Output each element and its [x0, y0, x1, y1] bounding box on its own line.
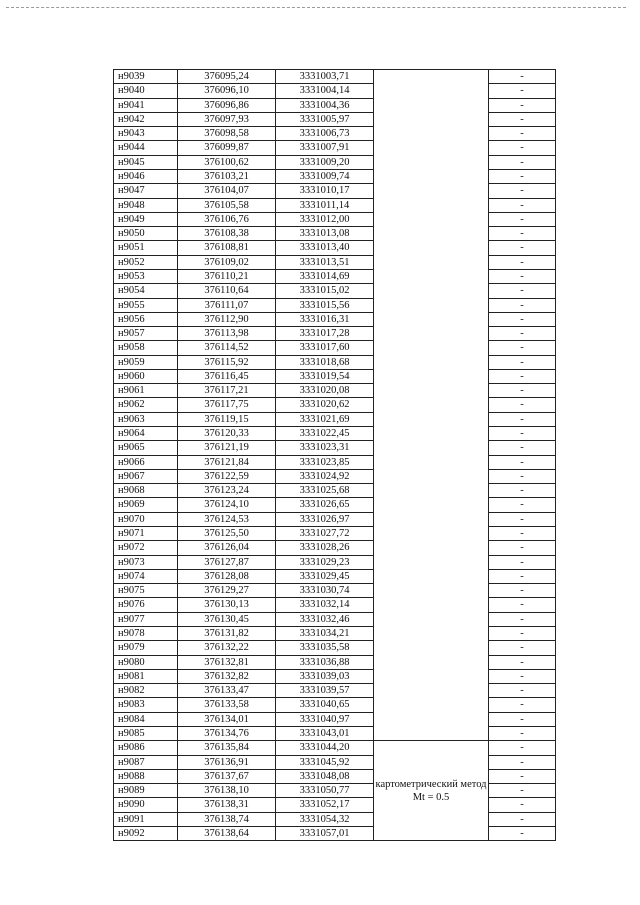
point-id-cell: н9039 [114, 70, 178, 84]
x-coordinate-cell: 376121,19 [178, 441, 276, 455]
x-coordinate-cell: 376134,76 [178, 726, 276, 740]
y-coordinate-cell: 3331027,72 [276, 527, 374, 541]
x-coordinate-cell: 376130,13 [178, 598, 276, 612]
accuracy-cell: - [489, 312, 556, 326]
point-id-cell: н9063 [114, 412, 178, 426]
point-id-cell: н9085 [114, 726, 178, 740]
point-id-cell: н9080 [114, 655, 178, 669]
point-id-cell: н9084 [114, 712, 178, 726]
accuracy-cell: - [489, 384, 556, 398]
y-coordinate-cell: 3331019,54 [276, 369, 374, 383]
x-coordinate-cell: 376110,64 [178, 284, 276, 298]
point-id-cell: н9092 [114, 826, 178, 840]
point-id-cell: н9091 [114, 812, 178, 826]
x-coordinate-cell: 376123,24 [178, 484, 276, 498]
y-coordinate-cell: 3331014,69 [276, 269, 374, 283]
point-id-cell: н9089 [114, 784, 178, 798]
table-row [114, 741, 556, 755]
y-coordinate-cell: 3331004,36 [276, 98, 374, 112]
accuracy-cell: - [489, 726, 556, 740]
x-coordinate-cell: 376132,81 [178, 655, 276, 669]
x-coordinate-cell: 376133,58 [178, 698, 276, 712]
coordinates-table [113, 69, 556, 841]
point-id-cell: н9051 [114, 241, 178, 255]
accuracy-cell: - [489, 241, 556, 255]
accuracy-cell: - [489, 741, 556, 755]
point-id-cell: н9075 [114, 584, 178, 598]
table-row [114, 312, 556, 326]
y-coordinate-cell: 3331044,20 [276, 741, 374, 755]
table-row [114, 555, 556, 569]
y-coordinate-cell: 3331011,14 [276, 198, 374, 212]
point-id-cell: н9049 [114, 212, 178, 226]
accuracy-cell: - [489, 70, 556, 84]
y-coordinate-cell: 3331018,68 [276, 355, 374, 369]
point-id-cell: н9048 [114, 198, 178, 212]
y-coordinate-cell: 3331004,14 [276, 84, 374, 98]
y-coordinate-cell: 3331024,92 [276, 469, 374, 483]
table-row [114, 127, 556, 141]
y-coordinate-cell: 3331015,02 [276, 284, 374, 298]
table-row [114, 626, 556, 640]
point-id-cell: н9076 [114, 598, 178, 612]
x-coordinate-cell: 376095,24 [178, 70, 276, 84]
table-row [114, 469, 556, 483]
point-id-cell: н9070 [114, 512, 178, 526]
point-id-cell: н9046 [114, 169, 178, 183]
table-row [114, 798, 556, 812]
y-coordinate-cell: 3331026,97 [276, 512, 374, 526]
accuracy-cell: - [489, 512, 556, 526]
x-coordinate-cell: 376121,84 [178, 455, 276, 469]
table-row [114, 598, 556, 612]
accuracy-cell: - [489, 441, 556, 455]
accuracy-cell: - [489, 698, 556, 712]
table-row [114, 684, 556, 698]
table-row [114, 698, 556, 712]
y-coordinate-cell: 3331054,32 [276, 812, 374, 826]
table-row [114, 98, 556, 112]
x-coordinate-cell: 376105,58 [178, 198, 276, 212]
y-coordinate-cell: 3331040,65 [276, 698, 374, 712]
accuracy-cell: - [489, 469, 556, 483]
x-coordinate-cell: 376131,82 [178, 626, 276, 640]
point-id-cell: н9044 [114, 141, 178, 155]
table-row [114, 455, 556, 469]
accuracy-cell: - [489, 184, 556, 198]
table-row [114, 512, 556, 526]
table-row [114, 184, 556, 198]
table-row [114, 241, 556, 255]
accuracy-cell: - [489, 169, 556, 183]
accuracy-cell: - [489, 127, 556, 141]
y-coordinate-cell: 3331013,40 [276, 241, 374, 255]
y-coordinate-cell: 3331015,56 [276, 298, 374, 312]
table-row [114, 112, 556, 126]
point-id-cell: н9056 [114, 312, 178, 326]
x-coordinate-cell: 376126,04 [178, 541, 276, 555]
table-row [114, 712, 556, 726]
accuracy-cell: - [489, 712, 556, 726]
accuracy-cell: - [489, 541, 556, 555]
accuracy-cell: - [489, 141, 556, 155]
accuracy-cell: - [489, 569, 556, 583]
table-row [114, 541, 556, 555]
accuracy-cell: - [489, 269, 556, 283]
point-id-cell: н9043 [114, 127, 178, 141]
point-id-cell: н9057 [114, 327, 178, 341]
table-row [114, 227, 556, 241]
y-coordinate-cell: 3331052,17 [276, 798, 374, 812]
table-row [114, 569, 556, 583]
y-coordinate-cell: 3331036,88 [276, 655, 374, 669]
x-coordinate-cell: 376114,52 [178, 341, 276, 355]
point-id-cell: н9086 [114, 741, 178, 755]
table-row [114, 70, 556, 84]
accuracy-cell: - [489, 455, 556, 469]
accuracy-cell: - [489, 584, 556, 598]
x-coordinate-cell: 376127,87 [178, 555, 276, 569]
table-row [114, 427, 556, 441]
y-coordinate-cell: 3331010,17 [276, 184, 374, 198]
x-coordinate-cell: 376138,31 [178, 798, 276, 812]
table-row [114, 784, 556, 798]
y-coordinate-cell: 3331040,97 [276, 712, 374, 726]
point-id-cell: н9083 [114, 698, 178, 712]
accuracy-cell: - [489, 341, 556, 355]
accuracy-cell: - [489, 641, 556, 655]
x-coordinate-cell: 376138,10 [178, 784, 276, 798]
accuracy-cell: - [489, 398, 556, 412]
accuracy-cell: - [489, 626, 556, 640]
x-coordinate-cell: 376103,21 [178, 169, 276, 183]
table-row [114, 584, 556, 598]
x-coordinate-cell: 376117,75 [178, 398, 276, 412]
accuracy-cell: - [489, 684, 556, 698]
point-id-cell: н9069 [114, 498, 178, 512]
point-id-cell: н9071 [114, 527, 178, 541]
x-coordinate-cell: 376100,62 [178, 155, 276, 169]
point-id-cell: н9053 [114, 269, 178, 283]
y-coordinate-cell: 3331023,31 [276, 441, 374, 455]
table-row [114, 255, 556, 269]
point-id-cell: н9073 [114, 555, 178, 569]
x-coordinate-cell: 376138,74 [178, 812, 276, 826]
y-coordinate-cell: 3331029,23 [276, 555, 374, 569]
x-coordinate-cell: 376096,10 [178, 84, 276, 98]
scan-top-edge [6, 7, 626, 8]
x-coordinate-cell: 376097,93 [178, 112, 276, 126]
y-coordinate-cell: 3331028,26 [276, 541, 374, 555]
point-id-cell: н9064 [114, 427, 178, 441]
accuracy-cell: - [489, 284, 556, 298]
x-coordinate-cell: 376120,33 [178, 427, 276, 441]
table-row [114, 527, 556, 541]
x-coordinate-cell: 376116,45 [178, 369, 276, 383]
accuracy-cell: - [489, 498, 556, 512]
point-id-cell: н9087 [114, 755, 178, 769]
accuracy-cell: - [489, 198, 556, 212]
table-row [114, 141, 556, 155]
x-coordinate-cell: 376119,15 [178, 412, 276, 426]
table-row [114, 498, 556, 512]
y-coordinate-cell: 3331009,74 [276, 169, 374, 183]
point-id-cell: н9060 [114, 369, 178, 383]
x-coordinate-cell: 376133,47 [178, 684, 276, 698]
accuracy-cell: - [489, 98, 556, 112]
point-id-cell: н9068 [114, 484, 178, 498]
x-coordinate-cell: 376124,53 [178, 512, 276, 526]
accuracy-cell: - [489, 298, 556, 312]
accuracy-cell: - [489, 612, 556, 626]
x-coordinate-cell: 376099,87 [178, 141, 276, 155]
point-id-cell: н9042 [114, 112, 178, 126]
y-coordinate-cell: 3331023,85 [276, 455, 374, 469]
point-id-cell: н9081 [114, 669, 178, 683]
x-coordinate-cell: 376096,86 [178, 98, 276, 112]
accuracy-cell: - [489, 84, 556, 98]
x-coordinate-cell: 376135,84 [178, 741, 276, 755]
point-id-cell: н9067 [114, 469, 178, 483]
point-id-cell: н9059 [114, 355, 178, 369]
accuracy-cell: - [489, 427, 556, 441]
x-coordinate-cell: 376109,02 [178, 255, 276, 269]
y-coordinate-cell: 3331057,01 [276, 826, 374, 840]
point-id-cell: н9062 [114, 398, 178, 412]
accuracy-cell: - [489, 812, 556, 826]
accuracy-cell: - [489, 826, 556, 840]
x-coordinate-cell: 376122,59 [178, 469, 276, 483]
y-coordinate-cell: 3331007,91 [276, 141, 374, 155]
x-coordinate-cell: 376106,76 [178, 212, 276, 226]
x-coordinate-cell: 376134,01 [178, 712, 276, 726]
y-coordinate-cell: 3331045,92 [276, 755, 374, 769]
accuracy-cell: - [489, 227, 556, 241]
accuracy-cell: - [489, 369, 556, 383]
x-coordinate-cell: 376138,64 [178, 826, 276, 840]
table-row [114, 641, 556, 655]
table-row [114, 384, 556, 398]
x-coordinate-cell: 376132,82 [178, 669, 276, 683]
point-id-cell: н9052 [114, 255, 178, 269]
y-coordinate-cell: 3331034,21 [276, 626, 374, 640]
x-coordinate-cell: 376136,91 [178, 755, 276, 769]
point-id-cell: н9047 [114, 184, 178, 198]
accuracy-cell: - [489, 598, 556, 612]
table-row [114, 198, 556, 212]
table-row [114, 269, 556, 283]
x-coordinate-cell: 376129,27 [178, 584, 276, 598]
table-row [114, 369, 556, 383]
x-coordinate-cell: 376108,81 [178, 241, 276, 255]
table-row [114, 412, 556, 426]
point-id-cell: н9079 [114, 641, 178, 655]
table-row [114, 355, 556, 369]
x-coordinate-cell: 376130,45 [178, 612, 276, 626]
accuracy-cell: - [489, 412, 556, 426]
table-row [114, 212, 556, 226]
table-row [114, 826, 556, 840]
y-coordinate-cell: 3331005,97 [276, 112, 374, 126]
x-coordinate-cell: 376104,07 [178, 184, 276, 198]
method-cell-empty [374, 70, 489, 741]
y-coordinate-cell: 3331030,74 [276, 584, 374, 598]
point-id-cell: н9072 [114, 541, 178, 555]
y-coordinate-cell: 3331013,08 [276, 227, 374, 241]
coordinates-table-body [114, 70, 556, 841]
point-id-cell: н9082 [114, 684, 178, 698]
x-coordinate-cell: 376128,08 [178, 569, 276, 583]
y-coordinate-cell: 3331048,08 [276, 769, 374, 783]
y-coordinate-cell: 3331022,45 [276, 427, 374, 441]
y-coordinate-cell: 3331020,08 [276, 384, 374, 398]
y-coordinate-cell: 3331032,46 [276, 612, 374, 626]
point-id-cell: н9040 [114, 84, 178, 98]
y-coordinate-cell: 3331006,73 [276, 127, 374, 141]
x-coordinate-cell: 376132,22 [178, 641, 276, 655]
x-coordinate-cell: 376108,38 [178, 227, 276, 241]
y-coordinate-cell: 3331025,68 [276, 484, 374, 498]
table-row [114, 755, 556, 769]
method-cell: картометрический метод Mt = 0.5 [374, 741, 489, 841]
y-coordinate-cell: 3331017,28 [276, 327, 374, 341]
point-id-cell: н9045 [114, 155, 178, 169]
table-row [114, 812, 556, 826]
point-id-cell: н9041 [114, 98, 178, 112]
y-coordinate-cell: 3331039,57 [276, 684, 374, 698]
table-row [114, 398, 556, 412]
x-coordinate-cell: 376112,90 [178, 312, 276, 326]
accuracy-cell: - [489, 155, 556, 169]
point-id-cell: н9078 [114, 626, 178, 640]
y-coordinate-cell: 3331029,45 [276, 569, 374, 583]
point-id-cell: н9077 [114, 612, 178, 626]
table-row [114, 298, 556, 312]
table-row [114, 726, 556, 740]
y-coordinate-cell: 3331032,14 [276, 598, 374, 612]
y-coordinate-cell: 3331043,01 [276, 726, 374, 740]
y-coordinate-cell: 3331039,03 [276, 669, 374, 683]
accuracy-cell: - [489, 669, 556, 683]
y-coordinate-cell: 3331026,65 [276, 498, 374, 512]
point-id-cell: н9054 [114, 284, 178, 298]
table-row [114, 484, 556, 498]
x-coordinate-cell: 376111,07 [178, 298, 276, 312]
y-coordinate-cell: 3331035,58 [276, 641, 374, 655]
accuracy-cell: - [489, 555, 556, 569]
accuracy-cell: - [489, 255, 556, 269]
accuracy-cell: - [489, 112, 556, 126]
point-id-cell: н9065 [114, 441, 178, 455]
y-coordinate-cell: 3331016,31 [276, 312, 374, 326]
point-id-cell: н9058 [114, 341, 178, 355]
accuracy-cell: - [489, 769, 556, 783]
table-row [114, 655, 556, 669]
y-coordinate-cell: 3331017,60 [276, 341, 374, 355]
accuracy-cell: - [489, 212, 556, 226]
y-coordinate-cell: 3331003,71 [276, 70, 374, 84]
y-coordinate-cell: 3331020,62 [276, 398, 374, 412]
x-coordinate-cell: 376110,21 [178, 269, 276, 283]
table-row [114, 769, 556, 783]
y-coordinate-cell: 3331050,77 [276, 784, 374, 798]
point-id-cell: н9061 [114, 384, 178, 398]
table-row [114, 669, 556, 683]
table-row [114, 284, 556, 298]
accuracy-cell: - [489, 327, 556, 341]
x-coordinate-cell: 376115,92 [178, 355, 276, 369]
y-coordinate-cell: 3331013,51 [276, 255, 374, 269]
x-coordinate-cell: 376124,10 [178, 498, 276, 512]
y-coordinate-cell: 3331021,69 [276, 412, 374, 426]
table-row [114, 341, 556, 355]
x-coordinate-cell: 376125,50 [178, 527, 276, 541]
accuracy-cell: - [489, 484, 556, 498]
x-coordinate-cell: 376137,67 [178, 769, 276, 783]
x-coordinate-cell: 376098,58 [178, 127, 276, 141]
accuracy-cell: - [489, 755, 556, 769]
x-coordinate-cell: 376117,21 [178, 384, 276, 398]
point-id-cell: н9088 [114, 769, 178, 783]
point-id-cell: н9074 [114, 569, 178, 583]
table-row [114, 84, 556, 98]
point-id-cell: н9066 [114, 455, 178, 469]
accuracy-cell: - [489, 527, 556, 541]
table-row [114, 441, 556, 455]
table-row [114, 327, 556, 341]
accuracy-cell: - [489, 798, 556, 812]
table-row [114, 612, 556, 626]
accuracy-cell: - [489, 655, 556, 669]
point-id-cell: н9050 [114, 227, 178, 241]
y-coordinate-cell: 3331009,20 [276, 155, 374, 169]
point-id-cell: н9055 [114, 298, 178, 312]
accuracy-cell: - [489, 784, 556, 798]
x-coordinate-cell: 376113,98 [178, 327, 276, 341]
y-coordinate-cell: 3331012,00 [276, 212, 374, 226]
table-row [114, 169, 556, 183]
point-id-cell: н9090 [114, 798, 178, 812]
table-row [114, 155, 556, 169]
accuracy-cell: - [489, 355, 556, 369]
